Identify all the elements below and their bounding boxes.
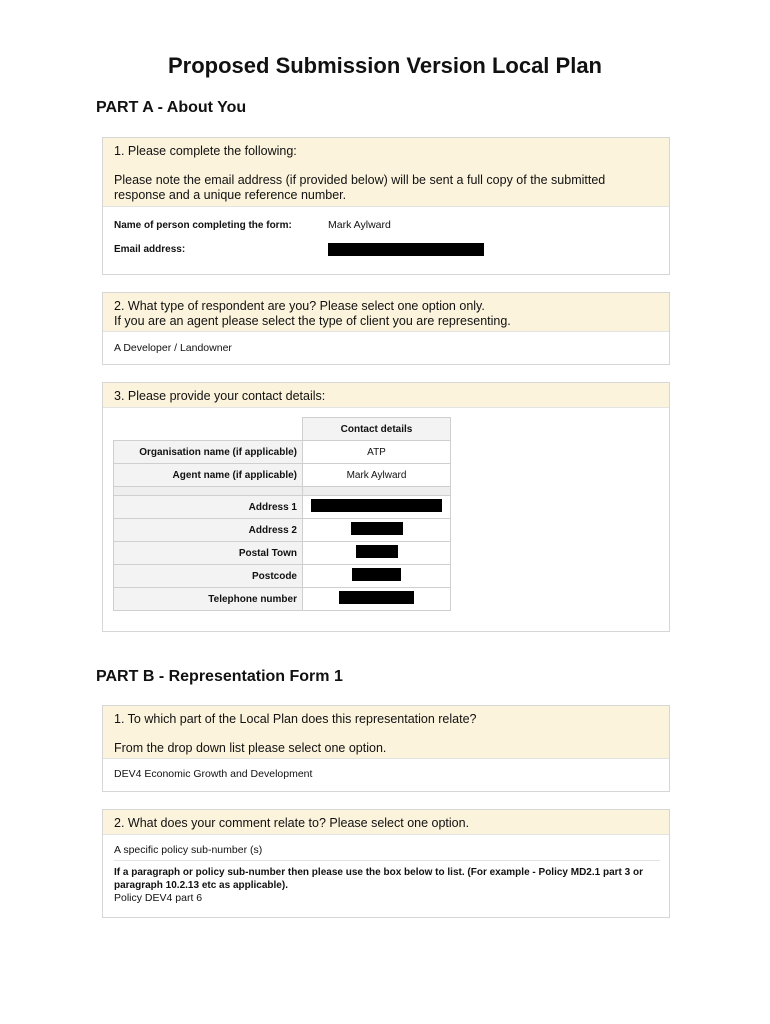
- row-label: Telephone number: [114, 588, 303, 611]
- table-row: [114, 588, 451, 611]
- table-row: [114, 542, 451, 565]
- row-label: Postal Town: [114, 542, 303, 565]
- email-label: Email address:: [114, 243, 186, 255]
- email-note: Please note the email address (if provided below) will be sent a full copy of the submitted response and a unique reference number.: [114, 173, 606, 202]
- row-label: Organisation name (if applicable): [114, 441, 303, 464]
- part-a-question-1: [102, 137, 670, 275]
- part-a-question-2: [102, 292, 670, 365]
- question-text-line-1: 2. What type of respondent are you? Please select one option only.: [114, 299, 485, 313]
- question-text: 3. Please provide your contact details:: [114, 389, 326, 403]
- name-value: Mark Aylward: [328, 219, 391, 231]
- telephone-redaction: [339, 591, 414, 604]
- row-value: ATP: [303, 441, 451, 464]
- question-text: 2. What does your comment relate to? Please select one option.: [114, 816, 470, 830]
- email-redaction: [328, 243, 484, 256]
- row-label: Address 2: [114, 519, 303, 542]
- part-b-question-2: [102, 809, 670, 918]
- question-instruction: From the drop down list please select one option.: [114, 741, 387, 755]
- address-2-redaction: [351, 522, 403, 535]
- part-a-heading: PART A - About You: [96, 99, 247, 116]
- name-label: Name of person completing the form:: [114, 219, 292, 231]
- part-b-question-1: [102, 705, 670, 792]
- table-row: [114, 464, 451, 487]
- followup-label: If a paragraph or policy sub-number then please use the box below to list. (For example - Policy MD2.1 part 3 or paragraph 10.2.13 etc as applicable).: [114, 867, 643, 891]
- question-text: 1. Please complete the following:: [114, 144, 297, 158]
- part-b-heading: PART B - Representation Form 1: [96, 668, 343, 685]
- table-row: [114, 519, 451, 542]
- contact-details-header: Contact details: [303, 418, 451, 441]
- followup-value: Policy DEV4 part 6: [114, 892, 203, 904]
- address-1-redaction: [311, 499, 442, 512]
- document-title: Proposed Submission Version Local Plan: [168, 53, 602, 78]
- respondent-type-answer: A Developer / Landowner: [114, 342, 232, 354]
- postcode-redaction: [352, 568, 401, 581]
- row-label: Agent name (if applicable): [114, 464, 303, 487]
- row-label: Address 1: [114, 496, 303, 519]
- question-text: 1. To which part of the Local Plan does this representation relate?: [114, 712, 477, 726]
- row-value: Mark Aylward: [303, 464, 451, 487]
- part-a-question-3: [102, 382, 670, 632]
- table-row: [114, 565, 451, 588]
- postal-town-redaction: [356, 545, 398, 558]
- comment-relation-answer: A specific policy sub-number (s): [114, 844, 660, 861]
- question-text-line-2: If you are an agent please select the type of client you are representing.: [114, 314, 511, 328]
- local-plan-part-answer: DEV4 Economic Growth and Development: [114, 768, 313, 780]
- table-row: [114, 496, 451, 519]
- contact-details-table: [113, 417, 451, 611]
- table-row: [114, 441, 451, 464]
- row-label: Postcode: [114, 565, 303, 588]
